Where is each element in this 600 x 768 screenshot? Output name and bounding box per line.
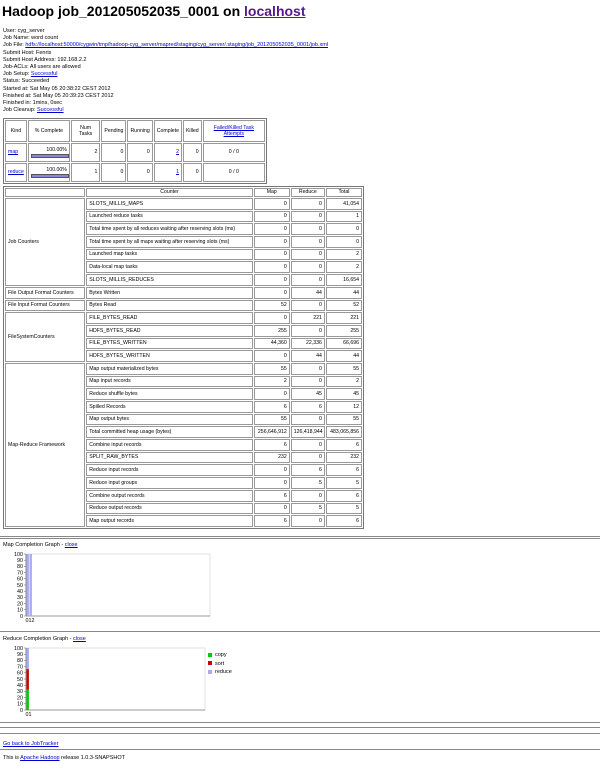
- reduce-graph-close-link[interactable]: close: [73, 636, 86, 642]
- counter-map: 2: [254, 376, 290, 388]
- y-tick-label: 20: [17, 695, 23, 702]
- counter-name: Map output bytes: [86, 414, 252, 426]
- counter-total: 1: [326, 211, 362, 223]
- counter-name: Map output records: [86, 515, 252, 527]
- reduce-graph-title: Reduce Completion Graph - close: [3, 636, 86, 642]
- task-num-cell: 1: [71, 163, 101, 182]
- info-link[interactable]: Successful: [36, 107, 64, 114]
- info-value: Sat May 05 20:39:23 CEST 2012: [32, 92, 114, 99]
- info-label: Submit Host:: [3, 49, 35, 56]
- y-tick-label: 40: [17, 589, 23, 595]
- counter-name: Total time spent by all maps waiting after reserving slots (ms): [86, 236, 252, 248]
- counters-col-reduce: Reduce: [291, 188, 325, 197]
- counter-total: 45: [326, 388, 362, 400]
- task-kind-cell: [5, 163, 27, 182]
- y-tick-label: 60: [17, 576, 23, 583]
- info-row: [3, 78, 600, 85]
- counter-total: 221: [326, 312, 362, 324]
- counter-map: 55: [254, 414, 290, 426]
- counter-name: HDFS_BYTES_WRITTEN: [86, 350, 252, 362]
- counter-map: 6: [254, 515, 290, 527]
- map-completion-svg: [14, 552, 214, 626]
- counter-reduce: 0: [291, 261, 325, 273]
- counter-map: 0: [254, 350, 290, 362]
- counters-col-map: Map: [254, 188, 290, 197]
- task-pct-cell: [28, 143, 70, 162]
- job-id: job_201205052035_0001: [58, 3, 220, 19]
- counter-map: 232: [254, 452, 290, 464]
- col-killed: Killed: [183, 120, 202, 142]
- progress: [31, 167, 67, 177]
- y-tick-label: 100: [14, 552, 23, 558]
- y-tick-label: 50: [17, 676, 23, 683]
- task-running-cell: 0: [127, 143, 152, 162]
- y-tick-label: 10: [17, 607, 23, 614]
- counter-reduce: 0: [291, 363, 325, 375]
- plot-area: [26, 648, 205, 710]
- col-pending: Pending: [101, 120, 126, 142]
- legend-swatch: [208, 670, 212, 674]
- divider: [0, 727, 600, 728]
- task-failed-cell: 0 / 0: [203, 163, 265, 182]
- bar-sort: [27, 669, 29, 689]
- bar-reduce: [27, 648, 29, 669]
- counter-reduce: 0: [291, 223, 325, 235]
- x-tick-label: 0: [25, 618, 29, 624]
- footer-back: [3, 741, 58, 748]
- info-row: [3, 50, 600, 57]
- y-tick-label: 20: [17, 601, 23, 608]
- reduce-completion-svg: [14, 646, 209, 720]
- counter-name: Total committed heap usage (bytes): [86, 426, 252, 438]
- bar: [27, 554, 29, 616]
- info-label: Job File:: [3, 42, 24, 49]
- counter-total: 0: [326, 223, 362, 235]
- counter-map: 6: [254, 439, 290, 451]
- counter-reduce: 0: [291, 236, 325, 248]
- counter-name: HDFS_BYTES_READ: [86, 325, 252, 337]
- info-label: Submit Host Address:: [3, 56, 56, 63]
- task-killed-cell: 0: [183, 163, 202, 182]
- y-tick-label: 60: [17, 670, 23, 677]
- counter-map: 55: [254, 363, 290, 375]
- counter-reduce: 5: [291, 503, 325, 515]
- info-label: Finished at:: [3, 92, 32, 99]
- counter-reduce: 0: [291, 198, 325, 210]
- task-complete-link[interactable]: 1: [176, 169, 179, 176]
- map-graph-close-link[interactable]: close: [64, 542, 78, 548]
- col-running: Running: [127, 120, 152, 142]
- counter-name: Combine output records: [86, 490, 252, 502]
- counter-reduce: 0: [291, 300, 325, 312]
- task-summary-table: [3, 118, 267, 184]
- task-complete-cell: [154, 143, 182, 162]
- counter-map: 255: [254, 325, 290, 337]
- y-tick-label: 30: [17, 689, 23, 696]
- counters-table: [3, 186, 364, 529]
- task-pending-cell: 0: [101, 163, 126, 182]
- task-kind-link[interactable]: map: [8, 149, 19, 156]
- counter-total: 16,654: [326, 274, 362, 286]
- map-completion-chart: [14, 552, 214, 626]
- reduce-completion-chart: [14, 646, 209, 720]
- counter-map: 0: [254, 223, 290, 235]
- legend-entry: [208, 661, 232, 670]
- counter-group-name: Job Counters: [5, 198, 85, 286]
- counter-name: SLOTS_MILLIS_MAPS: [86, 198, 252, 210]
- counter-map: 0: [254, 261, 290, 273]
- counters-col-total: Total: [326, 188, 362, 197]
- legend-label: sort: [215, 660, 225, 667]
- col-kind: Kind: [5, 120, 27, 142]
- counter-map: 0: [254, 312, 290, 324]
- counter-reduce: 0: [291, 274, 325, 286]
- counter-total: 6: [326, 464, 362, 476]
- info-row: [3, 57, 600, 64]
- counter-name: Combine input records: [86, 439, 252, 451]
- counter-total: 44: [326, 350, 362, 362]
- counter-map: 0: [254, 287, 290, 299]
- counter-total: 44: [326, 287, 362, 299]
- counter-name: Bytes Written: [86, 287, 252, 299]
- y-tick-label: 80: [17, 564, 23, 571]
- info-value: Sat May 05 20:38:22 CEST 2012: [29, 85, 111, 92]
- counter-total: 255: [326, 325, 362, 337]
- task-killed-cell: 0: [183, 143, 202, 162]
- y-tick-label: 0: [20, 707, 23, 714]
- progress-bar: [31, 174, 69, 178]
- counter-reduce: 6: [291, 464, 325, 476]
- task-running-cell: 0: [127, 163, 152, 182]
- legend-swatch: [208, 653, 212, 657]
- progress-label: 100.00%: [46, 147, 67, 154]
- counter-reduce: 0: [291, 515, 325, 527]
- page-title: [0, 0, 600, 20]
- counter-name: SPLIT_RAW_BYTES: [86, 452, 252, 464]
- counter-total: 66,696: [326, 338, 362, 350]
- progress-label: 100.00%: [46, 167, 67, 174]
- counter-total: 2: [326, 376, 362, 388]
- counter-total: 2: [326, 261, 362, 273]
- counter-reduce: 0: [291, 249, 325, 261]
- info-row: [3, 28, 600, 35]
- counter-name: Reduce input records: [86, 464, 252, 476]
- y-tick-label: 90: [17, 652, 23, 658]
- x-tick-label: 1: [28, 618, 32, 624]
- counter-map: 0: [254, 388, 290, 400]
- info-label: Finished in:: [3, 99, 32, 106]
- counter-row: [5, 287, 362, 299]
- col-failed-killed: [203, 120, 265, 142]
- info-value: 192.168.2.2: [57, 56, 87, 63]
- divider: [0, 749, 600, 750]
- counter-name: Launched map tasks: [86, 249, 252, 261]
- counter-total: 6: [326, 439, 362, 451]
- counter-group-name: File Input Format Counters: [5, 300, 85, 312]
- counter-group-name: FileSystemCounters: [5, 312, 85, 362]
- counter-name: Spilled Records: [86, 401, 252, 413]
- legend-entry: [208, 669, 232, 678]
- counter-name: Reduce output records: [86, 503, 252, 515]
- y-tick-label: 90: [17, 558, 23, 564]
- counter-map: 0: [254, 503, 290, 515]
- host-link[interactable]: localhost: [244, 3, 306, 19]
- plot-area: [26, 554, 210, 616]
- counter-total: 52: [326, 300, 362, 312]
- info-link[interactable]: Successful: [30, 71, 58, 78]
- col-pct-complete: % Complete: [28, 120, 70, 142]
- info-row: [3, 71, 600, 78]
- title-on: on: [223, 3, 241, 19]
- apache-hadoop-link[interactable]: Apache Hadoop: [20, 755, 60, 761]
- counter-reduce: 0: [291, 490, 325, 502]
- info-label: Job-ACLs: All users are allowed: [3, 63, 81, 70]
- bar: [30, 554, 32, 616]
- counter-reduce: 44: [291, 287, 325, 299]
- counter-row: [5, 198, 362, 210]
- counter-map: 0: [254, 477, 290, 489]
- counter-map: 6: [254, 401, 290, 413]
- counter-name: Map output materialized bytes: [86, 363, 252, 375]
- job-info: [3, 20, 600, 114]
- task-row: [5, 163, 265, 182]
- counter-reduce: 126,418,944: [291, 426, 325, 438]
- info-row: [3, 35, 600, 42]
- counter-reduce: 0: [291, 325, 325, 337]
- title-prefix: Hadoop: [2, 3, 55, 19]
- counter-name: SLOTS_MILLIS_REDUCES: [86, 274, 252, 286]
- bar-copy: [27, 690, 29, 710]
- counter-reduce: 44: [291, 350, 325, 362]
- x-tick-label: 2: [31, 618, 35, 624]
- legend-label: reduce: [215, 669, 232, 675]
- info-value: word count: [31, 35, 59, 42]
- info-label: Job Name:: [3, 35, 30, 42]
- info-value: 1mins, 0sec: [32, 99, 63, 106]
- info-value: Fenris: [36, 49, 52, 56]
- counter-reduce: 45: [291, 388, 325, 400]
- counter-reduce: 0: [291, 376, 325, 388]
- counter-name: Map input records: [86, 376, 252, 388]
- counter-reduce: 0: [291, 414, 325, 426]
- counter-map: 44,360: [254, 338, 290, 350]
- map-graph-title: Map Completion Graph - close: [3, 542, 78, 548]
- info-value: cyg_server: [17, 28, 45, 34]
- y-tick-label: 10: [17, 701, 23, 708]
- y-tick-label: 100: [14, 646, 23, 652]
- info-label: Status:: [3, 78, 21, 85]
- counter-name: Reduce input groups: [86, 477, 252, 489]
- counter-reduce: 0: [291, 211, 325, 223]
- counter-map: 6: [254, 490, 290, 502]
- y-tick-label: 40: [17, 683, 23, 689]
- info-row: [3, 42, 600, 49]
- divider: [0, 722, 600, 723]
- y-tick-label: 30: [17, 595, 23, 602]
- legend-label: copy: [215, 652, 227, 658]
- counter-total: 41,054: [326, 198, 362, 210]
- y-tick-label: 0: [20, 613, 23, 620]
- y-tick-label: 70: [17, 570, 23, 577]
- counter-total: 12: [326, 401, 362, 413]
- counter-name: Bytes Read: [86, 300, 252, 312]
- counter-total: 5: [326, 477, 362, 489]
- counter-reduce: 0: [291, 439, 325, 451]
- counter-name: Reduce shuffle bytes: [86, 388, 252, 400]
- counter-map: 0: [254, 211, 290, 223]
- counter-group-name: File Output Format Counters: [5, 287, 85, 299]
- counter-name: Data-local map tasks: [86, 261, 252, 273]
- counter-total: 55: [326, 363, 362, 375]
- counter-reduce: 6: [291, 401, 325, 413]
- info-row: [3, 93, 600, 100]
- counter-group-name: Map-Reduce Framework: [5, 363, 85, 527]
- y-tick-label: 50: [17, 582, 23, 589]
- counter-map: 0: [254, 249, 290, 261]
- divider: [0, 538, 600, 539]
- counter-total: 483,065,856: [326, 426, 362, 438]
- counter-name: Total time spent by all reduces waiting after reserving slots (ms): [86, 223, 252, 235]
- counter-total: 6: [326, 515, 362, 527]
- info-label: Job Cleanup:: [3, 107, 36, 114]
- counters-col-counter: Counter: [86, 188, 252, 197]
- task-pct-cell: [28, 163, 70, 182]
- info-label: User:: [3, 28, 17, 34]
- info-row: [3, 86, 600, 93]
- footer: This is Apache Hadoop release 1.0.3-SNAPSHOT: [3, 755, 125, 761]
- progress: [31, 147, 67, 157]
- task-row: [5, 143, 265, 162]
- task-kind-cell: [5, 143, 27, 162]
- legend-entry: [208, 652, 232, 661]
- counter-total: 6: [326, 490, 362, 502]
- info-label: Started at:: [3, 85, 29, 92]
- divider: [0, 631, 600, 632]
- info-link[interactable]: hdfs://localhost:50000/cygwin/tmp/hadoop-cyg_server/mapred/staging/cyg_server/.staging/job_201205052035_0001/job.xml: [25, 42, 329, 49]
- counter-reduce: 5: [291, 477, 325, 489]
- y-tick-label: 70: [17, 664, 23, 671]
- counter-total: 55: [326, 414, 362, 426]
- counter-map: 0: [254, 198, 290, 210]
- counter-total: 5: [326, 503, 362, 515]
- info-value: Succeeded: [21, 78, 50, 85]
- reduce-legend: [208, 652, 232, 678]
- counter-map: 256,646,912: [254, 426, 290, 438]
- x-tick-label: 0: [25, 712, 29, 718]
- info-label: Job Setup:: [3, 71, 30, 78]
- info-row: [3, 100, 600, 107]
- col-num-tasks: Num Tasks: [71, 120, 101, 142]
- counter-row: [5, 312, 362, 324]
- counter-name: FILE_BYTES_WRITTEN: [86, 338, 252, 350]
- counters-col-group: [5, 188, 85, 197]
- counter-row: [5, 363, 362, 375]
- counter-total: 2: [326, 249, 362, 261]
- counter-map: 0: [254, 274, 290, 286]
- counter-map: 0: [254, 236, 290, 248]
- counter-name: FILE_BYTES_READ: [86, 312, 252, 324]
- divider: [0, 733, 600, 734]
- failed-killed-link[interactable]: Failed/Killed Task Attempts: [213, 124, 254, 137]
- divider: [0, 536, 600, 537]
- progress-bar: [31, 154, 69, 158]
- info-row: [3, 64, 600, 71]
- task-failed-cell: 0 / 0: [203, 143, 265, 162]
- info-row: [3, 107, 600, 114]
- task-num-cell: 2: [71, 143, 101, 162]
- task-kind-link[interactable]: reduce: [8, 169, 24, 176]
- legend-swatch: [208, 661, 212, 665]
- col-complete: Complete: [154, 120, 182, 142]
- counter-reduce: 22,336: [291, 338, 325, 350]
- counter-total: 0: [326, 236, 362, 248]
- y-tick-label: 80: [17, 658, 23, 665]
- task-complete-cell: [154, 163, 182, 182]
- task-pending-cell: 0: [101, 143, 126, 162]
- counter-name: Launched reduce tasks: [86, 211, 252, 223]
- counter-total: 232: [326, 452, 362, 464]
- back-to-jobtracker-link[interactable]: Go back to JobTracker: [3, 741, 59, 747]
- counter-reduce: 0: [291, 452, 325, 464]
- counter-map: 0: [254, 464, 290, 476]
- x-tick-label: 1: [28, 712, 32, 718]
- counter-row: [5, 300, 362, 312]
- counter-map: 52: [254, 300, 290, 312]
- counter-reduce: 221: [291, 312, 325, 324]
- task-complete-link[interactable]: 2: [176, 149, 179, 156]
